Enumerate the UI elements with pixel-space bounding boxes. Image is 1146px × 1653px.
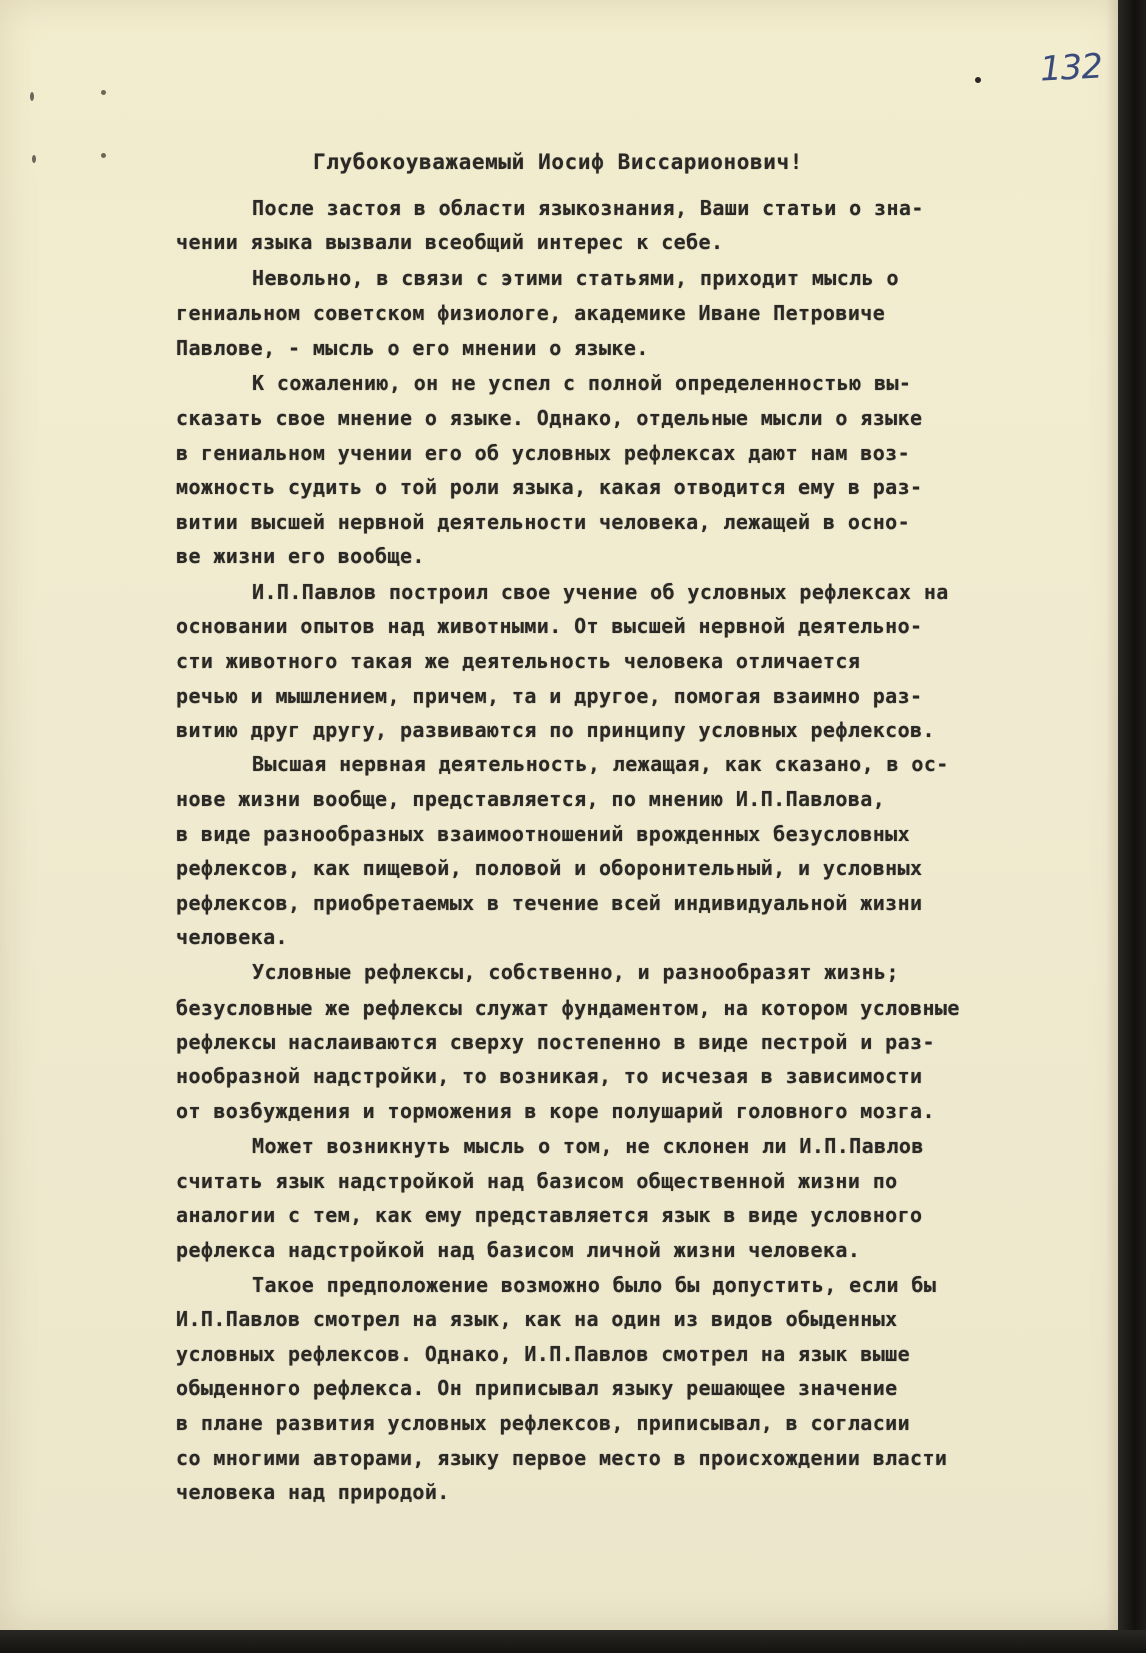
- letter-line: Высшая нервная деятельность, лежащая, как сказано, в ос-: [252, 752, 949, 776]
- letter-line: Может возникнуть мысль о том, не склонен ли И.П.Павлов: [252, 1134, 924, 1158]
- letter-line: гениальном советском физиологе, академике Иване Петровиче: [176, 301, 886, 325]
- letter-line: витию друг другу, развиваются по принципу условных рефлексов.: [176, 718, 935, 742]
- letter-line: нове жизни вообще, представляется, по мнению И.П.Павлова,: [176, 787, 886, 811]
- letter-line: условных рефлексов. Однако, И.П.Павлов смотрел на язык выше: [176, 1342, 911, 1366]
- letter-line: Такое предположение возможно было бы допустить, если бы: [252, 1273, 937, 1297]
- letter-line: обыденного рефлекса. Он приписывал языку решающее значение: [176, 1376, 898, 1400]
- letter-line: Условные рефлексы, собственно, и разнообразят жизнь;: [252, 960, 899, 984]
- letter-line: человека над природой.: [176, 1480, 450, 1504]
- letter-line: И.П.Павлов построил свое учение об условных рефлексах на: [252, 580, 949, 604]
- letter-line: речью и мышлением, причем, та и другое, помогая взаимно раз-: [176, 684, 923, 708]
- letter-line: считать язык надстройкой над базисом общественной жизни по: [176, 1169, 898, 1193]
- letter-line: аналогии с тем, как ему представляется язык в виде условного: [176, 1203, 923, 1227]
- letter-line: человека.: [176, 925, 288, 949]
- letter-line: ве жизни его вообще.: [176, 544, 425, 568]
- punch-hole: [32, 155, 36, 163]
- letter-line: Павлове, - мысль о его мнении о языке.: [176, 336, 649, 360]
- letter-line: со многими авторами, языку первое место в происхождении власти: [176, 1446, 948, 1470]
- letter-line: После застоя в области языкознания, Ваши статьи о зна-: [252, 196, 924, 220]
- scan-border-bottom: [0, 1630, 1146, 1653]
- letter-line: рефлексов, приобретаемых в течение всей индивидуальной жизни: [176, 891, 923, 915]
- punch-hole: [101, 153, 106, 158]
- folio-number: 132: [1038, 46, 1103, 90]
- letter-line: в виде разнообразных взаимоотношений врожденных безусловных: [176, 822, 911, 846]
- letter-line: безусловные же рефлексы служат фундаментом, на котором условные: [176, 996, 960, 1020]
- letter-line: нообразной надстройки, то возникая, то исчезая в зависимости: [176, 1064, 923, 1088]
- punch-hole: [30, 92, 34, 101]
- ink-dot: [975, 77, 981, 83]
- letter-line: основании опытов над животными. От высшей нервной деятельно-: [176, 614, 923, 638]
- letter-line: можность судить о той роли языка, какая отводится ему в раз-: [176, 475, 923, 499]
- letter-line: от возбуждения и торможения в коре полушарий головного мозга.: [176, 1099, 935, 1123]
- letter-line: рефлексов, как пищевой, половой и оборонительный, и условных: [176, 856, 923, 880]
- salutation: Глубокоуважаемый Иосиф Виссарионович!: [313, 150, 803, 174]
- letter-line: сти животного такая же деятельность человека отличается: [176, 649, 861, 673]
- letter-line: в гениальном учении его об условных рефлексах дают нам воз-: [176, 441, 911, 465]
- letter-line: рефлекса надстройкой над базисом личной жизни человека.: [176, 1238, 861, 1262]
- letter-line: сказать свое мнение о языке. Однако, отдельные мысли о языке: [176, 406, 923, 430]
- letter-line: рефлексы наслаиваются сверху постепенно в виде пестрой и раз-: [176, 1030, 935, 1054]
- scan-border-right: [1118, 0, 1146, 1653]
- letter-line: в плане развития условных рефлексов, приписывал, в согласии: [176, 1411, 911, 1435]
- letter-line: чении языка вызвали всеобщий интерес к себе.: [176, 230, 724, 254]
- letter-line: К сожалению, он не успел с полной определенностью вы-: [252, 371, 912, 395]
- letter-line: И.П.Павлов смотрел на язык, как на один из видов обыденных: [176, 1307, 898, 1331]
- letter-line: витии высшей нервной деятельности человека, лежащей в осно-: [176, 510, 911, 534]
- letter-line: Невольно, в связи с этими статьями, приходит мысль о: [252, 266, 899, 290]
- punch-hole: [101, 90, 106, 95]
